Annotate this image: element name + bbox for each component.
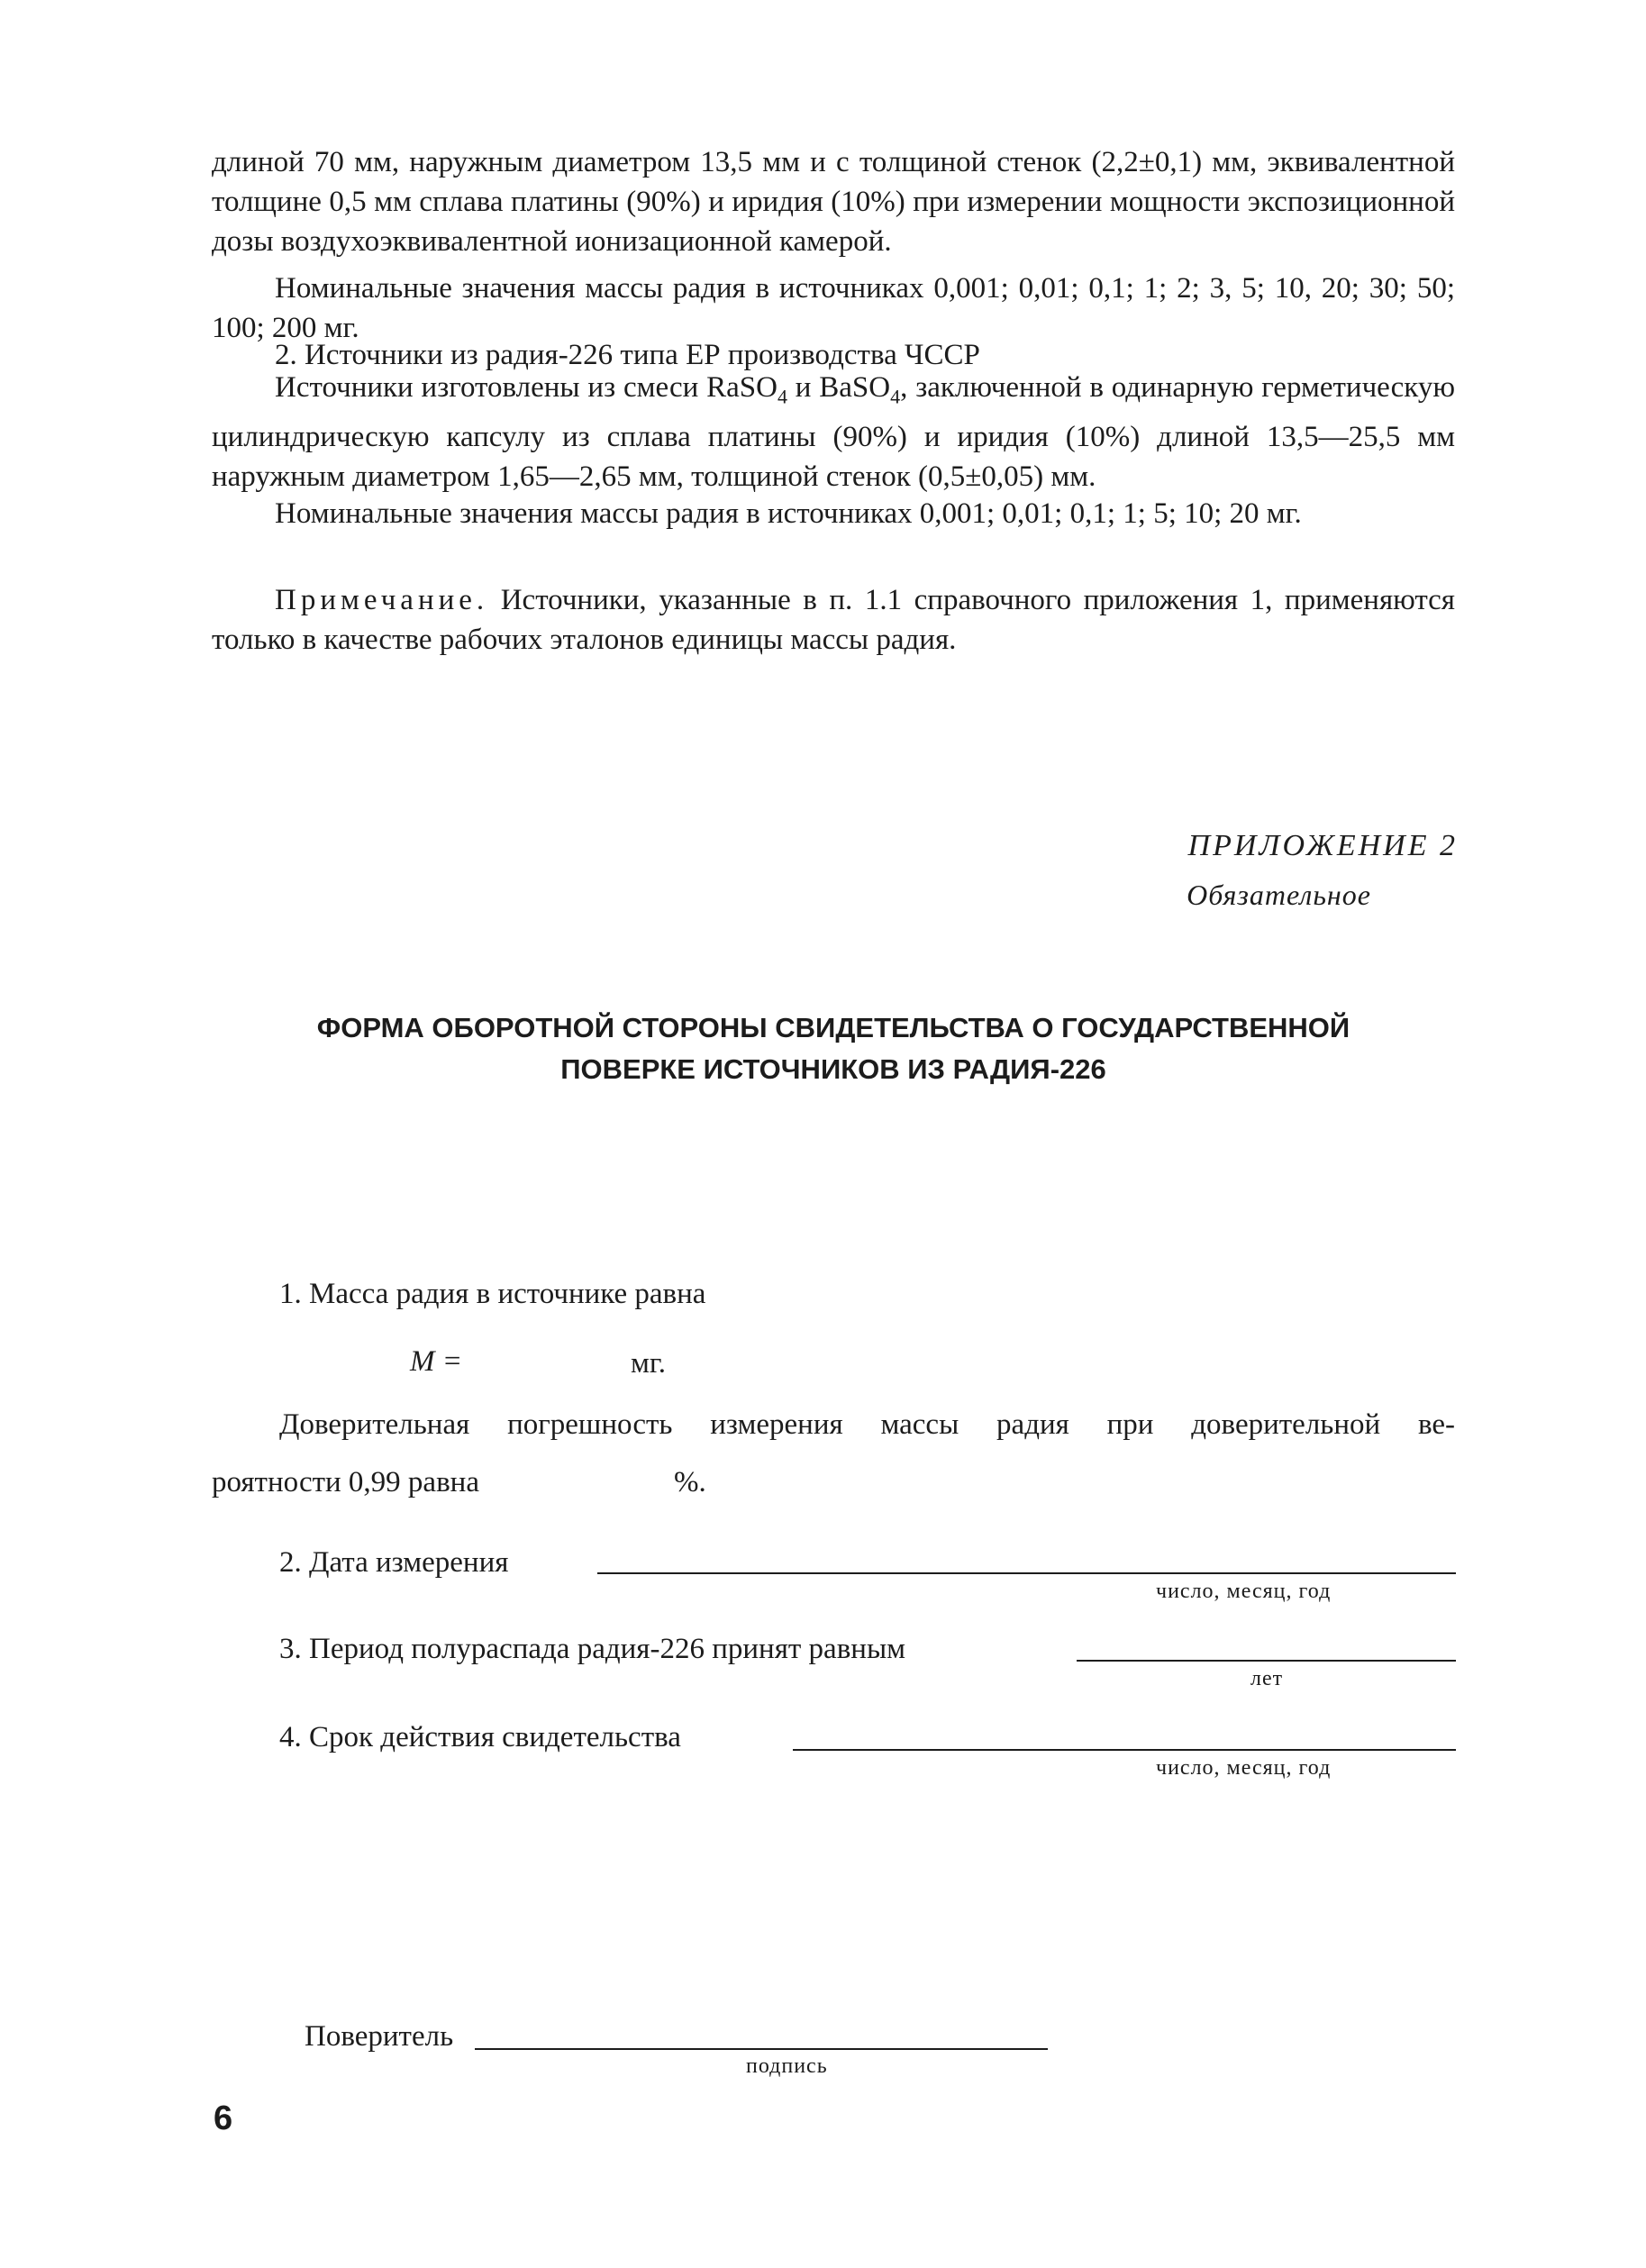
field-4-label — [279, 1721, 681, 1754]
form-title — [212, 1007, 1455, 1090]
field-4-label-text: 4. Срок действия свидетельства — [279, 1721, 681, 1753]
mass-symbol — [410, 1345, 462, 1379]
field-3-label — [279, 1633, 905, 1666]
page-number — [214, 2099, 232, 2138]
confidence-unit-text: %. — [674, 1466, 706, 1498]
confidence-line-1 — [279, 1408, 1455, 1442]
field-2-line[interactable] — [597, 1572, 1456, 1574]
field-3-line[interactable] — [1077, 1660, 1456, 1662]
field-2-label — [279, 1546, 508, 1580]
item-2-text-c: , заключенной в одинарную герметическую цилиндрическую капсулу из сплава платины (90%) и иридия (10%) длиной 13,5—25,5 мм наружным диаметром 1,65—2,65 мм, толщиной стенок (0,5±0,05) мм. — [212, 371, 1455, 493]
field-4-line[interactable] — [793, 1749, 1456, 1751]
nominal-mass-text-1: Номинальные значения массы радия в источниках 0,001; 0,01; 0,1; 1; 2; 3, 5; 10, 20; 30; 50; 100; 200 мг. — [212, 272, 1455, 344]
mass-unit-text: мг. — [631, 1347, 666, 1380]
appendix-label-text: ПРИЛОЖЕНИЕ 2 — [1187, 829, 1458, 862]
verifier-caption — [746, 2054, 828, 2079]
item-2-sub-a: 4 — [777, 385, 787, 408]
item-2-heading-text: 2. Источники из радия-226 типа ЕР производства ЧССР — [275, 339, 980, 371]
item-2-body — [212, 368, 1455, 496]
appendix-label — [1171, 829, 1458, 863]
field-3-label-text: 3. Период полураспада радия-226 принят равным — [279, 1633, 905, 1665]
confidence-line-1-text: Доверительная погрешность измерения массы радия при доверительной ве- — [279, 1408, 1455, 1441]
note-text: Источники, указанные в п. 1.1 справочного приложения 1, применяются только в качестве рабочих эталонов единицы массы радия. — [212, 584, 1455, 656]
field-3-caption — [1250, 1667, 1283, 1691]
signature-line[interactable] — [475, 2048, 1048, 2050]
continuation-paragraph — [212, 142, 1455, 261]
field-4-caption-text: число, месяц, год — [1156, 1756, 1332, 1780]
item-2-text-a: Источники изготовлены из смеси RaSO — [275, 371, 778, 404]
confidence-line-2-text: роятности 0,99 равна — [212, 1466, 479, 1498]
field-1-label-text: 1. Масса радия в источнике равна — [279, 1278, 706, 1310]
field-1-label — [279, 1278, 705, 1311]
appendix-status-text: Обязательное — [1187, 879, 1371, 911]
verifier-caption-text: подпись — [746, 2054, 828, 2078]
form-title-line-1: ФОРМА ОБОРОТНОЙ СТОРОНЫ СВИДЕТЕЛЬСТВА О ГОСУДАРСТВЕННОЙ — [316, 1012, 1350, 1043]
continuation-text: длиной 70 мм, наружным диаметром 13,5 мм и с толщиной стенок (2,2±0,1) мм, эквивалентной толщине 0,5 мм сплава платины (90%) и иридия (10%) при измерении мощности экспозиционной дозы воздухоэквивалентной ионизационной камерой. — [212, 146, 1455, 258]
nominal-mass-text-2: Номинальные значения массы радия в источниках 0,001; 0,01; 0,1; 1; 5; 10; 20 мг. — [275, 497, 1302, 530]
verifier-label — [305, 2020, 453, 2054]
mass-unit — [631, 1347, 666, 1380]
page-number-text: 6 — [214, 2099, 233, 2137]
field-2-caption-text: число, месяц, год — [1156, 1580, 1332, 1603]
verifier-label-text: Поверитель — [305, 2020, 454, 2053]
mass-symbol-text: M = — [410, 1345, 463, 1378]
field-3-caption-text: лет — [1250, 1667, 1284, 1690]
appendix-status — [1171, 879, 1371, 912]
note-paragraph — [212, 580, 1455, 660]
confidence-unit — [674, 1466, 706, 1499]
field-4-caption — [1156, 1756, 1331, 1781]
confidence-line-2 — [212, 1466, 479, 1499]
item-2-text-b: и BaSO — [787, 371, 891, 404]
item-2-sub-b: 4 — [890, 385, 901, 408]
field-2-caption — [1156, 1580, 1331, 1604]
field-2-label-text: 2. Дата измерения — [279, 1546, 509, 1579]
nominal-mass-paragraph-2 — [212, 494, 1455, 533]
note-label: Примечание. — [275, 584, 489, 616]
form-title-line-2: ПОВЕРКЕ ИСТОЧНИКОВ ИЗ РАДИЯ-226 — [560, 1053, 1106, 1085]
